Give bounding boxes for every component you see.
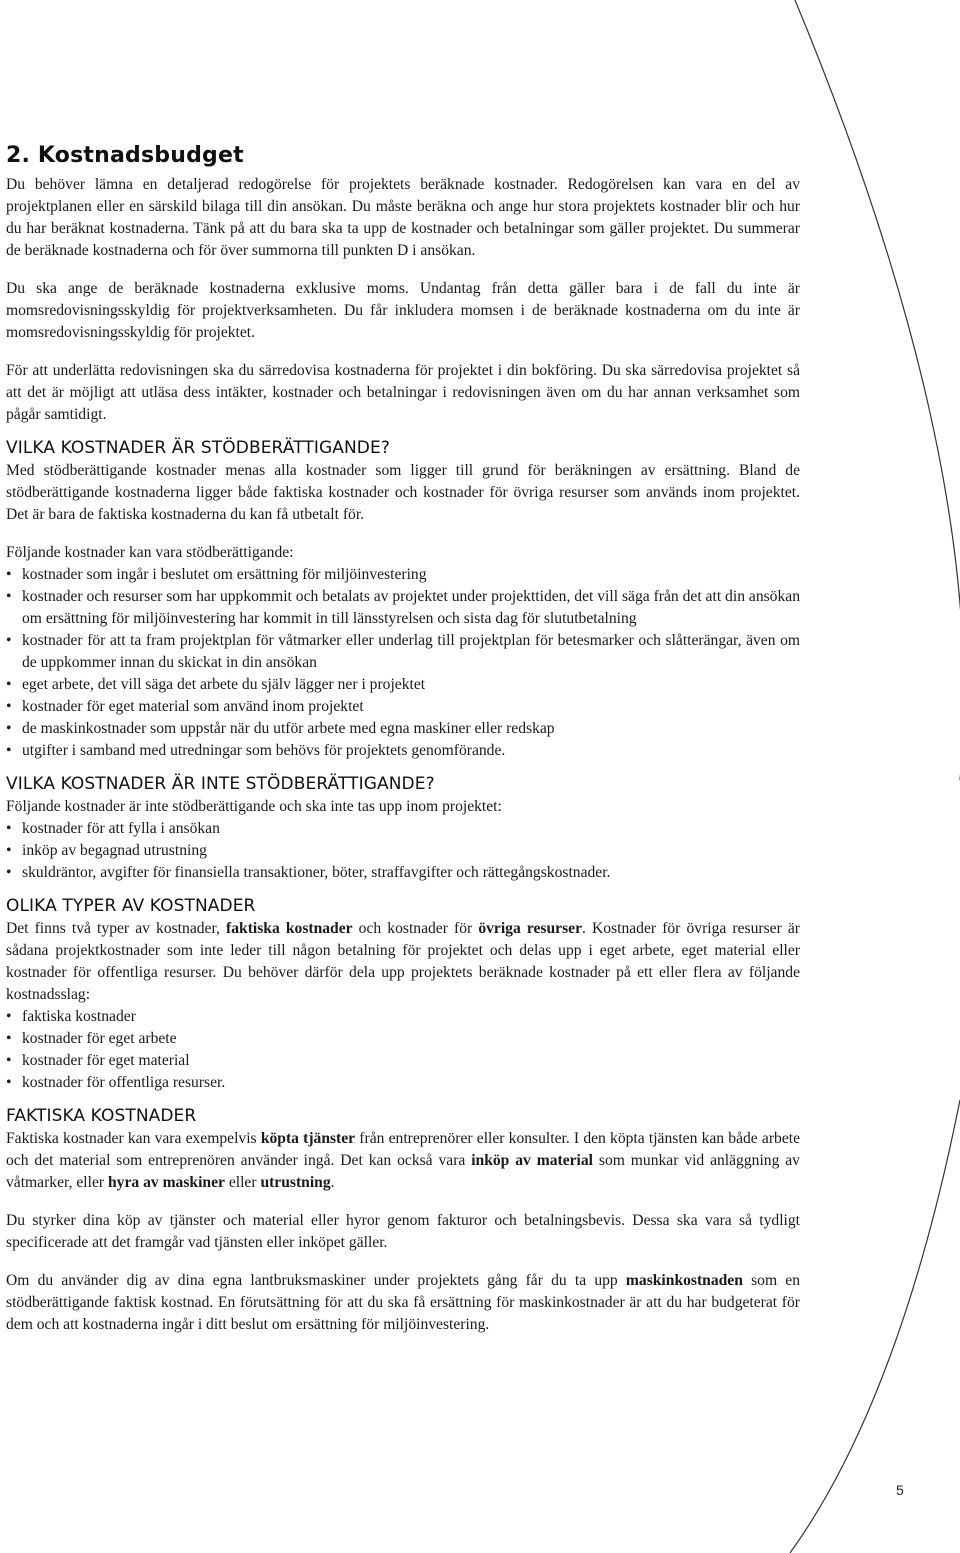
list-item: • kostnader för eget material — [6, 1050, 800, 1072]
not-eligible-list-intro: Följande kostnader är inte stödberättigande och ska inte tas upp inom projektet: — [6, 798, 502, 815]
list-item: • kostnader för eget arbete — [6, 1028, 800, 1050]
eligible-heading: VILKA KOSTNADER ÄR STÖDBERÄTTIGANDE? — [6, 438, 390, 458]
eligible-list-intro: Följande kostnader kan vara stödberättigande: — [6, 544, 294, 561]
list-item: • kostnader för offentliga resurser. — [6, 1072, 800, 1094]
list-item: • eget arbete, det vill säga det arbete du själv lägger ner i projektet — [6, 674, 800, 696]
list-item: • skuldräntor, avgifter för finansiella transaktioner, böter, straffavgifter och rättegångskostnader. — [6, 862, 800, 884]
list-item: • kostnader och resurser som har uppkommit och betalats av projektet under projekttiden, det vill säga från det att din ansökan om ersättning för miljöinvestering har kommit in till länsstyrelsen och sista dag för slututbetalning — [6, 586, 800, 630]
actual-costs-heading: FAKTISKA KOSTNADER — [6, 1106, 197, 1126]
list-item: • kostnader som ingår i beslutet om ersättning för miljöinvestering — [6, 564, 800, 586]
eligible-list — [6, 564, 800, 762]
types-list — [6, 1006, 800, 1094]
intro-paragraph-2: Du ska ange de beräknade kostnaderna exklusive moms. Undantag från detta gäller bara i de fall du inte är momsredovisningsskyldig för projektverksamheten. Du får inkludera momsen i de beräknade kostnaderna om du inte är momsredovisningsskyldig för projektet. — [6, 280, 800, 341]
list-item: • utgifter i samband med utredningar som behövs för projektets genomförande. — [6, 740, 800, 762]
intro-paragraph-1: Du behöver lämna en detaljerad redogörelse för projektets beräknade kostnader. Redogörelsen kan vara en del av projektplanen eller en särskild bilaga till din ansökan. Du måste beräkna och ange hur stora projektets kostnader blir och hur du har beräknat kostnaderna. Tänk på att du bara ska ta upp de kostnader och betalningar som gäller projektet. Du summerar de beräknade kostnaderna och för över summorna till punkten D i ansökan. — [6, 176, 800, 259]
not-eligible-heading: VILKA KOSTNADER ÄR INTE STÖDBERÄTTIGANDE? — [6, 774, 435, 794]
types-heading: OLIKA TYPER AV KOSTNADER — [6, 896, 256, 916]
list-item: • kostnader för att fylla i ansökan — [6, 818, 800, 840]
list-item: • kostnader för att ta fram projektplan för våtmarker eller underlag till projektplan för betesmarker och slåtterängar, även om de uppkommer innan du skickat in din ansökan — [6, 630, 800, 674]
page-title: 2. Kostnadsbudget — [6, 143, 244, 168]
list-item: • faktiska kostnader — [6, 1006, 800, 1028]
types-paragraph: Det finns två typer av kostnader, faktiska kostnader och kostnader för övriga resurser. Kostnader för övriga resurser är sådana projektkostnader som inte leder till någon betalning för projektet och delas upp i eget arbete, eget material eller kostnader för offentliga resurser. Du behöver därför dela upp projektets beräknade kostnader på ett eller flera av följande kostnadsslag: — [6, 920, 800, 1003]
page-number: 5 — [896, 1482, 904, 1498]
list-item: • de maskinkostnader som uppstår när du utför arbete med egna maskiner eller redskap — [6, 718, 800, 740]
actual-costs-paragraph-1: Faktiska kostnader kan vara exempelvis köpta tjänster från entreprenörer eller konsulter. I den köpta tjänsten kan både arbete och det material som entreprenören använder ingå. Det kan också vara inköp av material som munkar vid anläggning av våtmarker, eller hyra av maskiner eller utrustning. — [6, 1130, 800, 1191]
not-eligible-list — [6, 818, 800, 884]
actual-costs-paragraph-2: Du styrker dina köp av tjänster och material eller hyror genom fakturor och betalningsbevis. Dessa ska vara så tydligt specificerade att det framgår vad tjänsten eller inköpet gäller. — [6, 1212, 800, 1251]
list-item: • inköp av begagnad utrustning — [6, 840, 800, 862]
list-item: • kostnader för eget material som använd inom projektet — [6, 696, 800, 718]
intro-paragraph-3: För att underlätta redovisningen ska du särredovisa kostnaderna för projektet i din bokföring. Du ska särredovisa projektet så att det är möjligt att utläsa dess intäkter, kostnader och betalningar i redovisningen även om du har annan verksamhet som pågår samtidigt. — [6, 362, 800, 423]
eligible-paragraph: Med stödberättigande kostnader menas alla kostnader som ligger till grund för beräkningen av ersättning. Bland de stödberättigande kostnaderna ligger både faktiska kostnader och kostnader för övriga resurser som används inom projektet. Det är bara de faktiska kostnaderna du kan få utbetalt för. — [6, 462, 800, 523]
actual-costs-paragraph-3: Om du använder dig av dina egna lantbruksmaskiner under projektets gång får du ta upp maskinkostnaden som en stödberättigande faktisk kostnad. En förutsättning för att du ska få ersättning för maskinkostnader är att du har budgeterat för dem och att kostnaderna ingår i ditt beslut om ersättning för miljöinvestering. — [6, 1272, 800, 1333]
page-content — [6, 143, 800, 1336]
